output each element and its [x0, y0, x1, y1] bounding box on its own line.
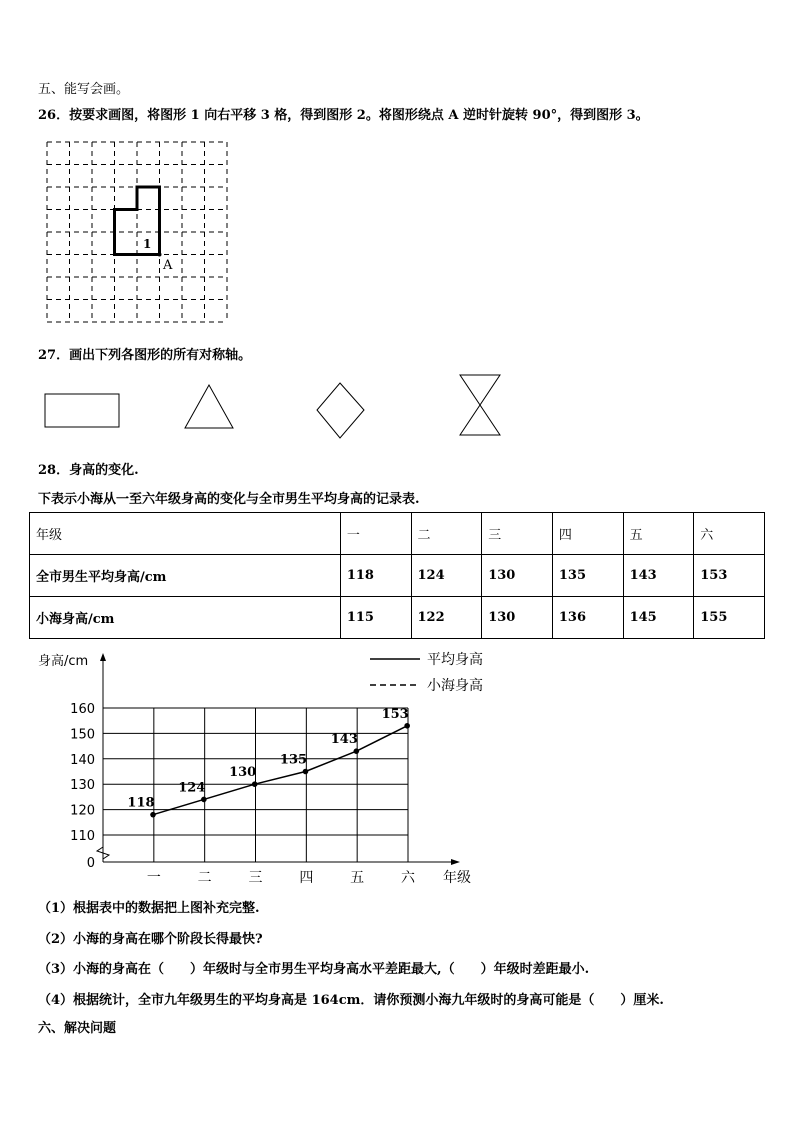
sub-question-3: （3）小海的身高在（ ）年级时与全市男生平均身高水平差距最大,（ ）年级时差距最小.: [38, 962, 590, 977]
table-row: [30, 597, 765, 639]
y-tick-label: 140: [70, 752, 95, 768]
x-tick-label: 二: [197, 870, 212, 886]
table-row-label: 全市男生平均身高/cm: [30, 555, 341, 597]
sub-question-4: （4）根据统计，全市九年级男生的平均身高是 164cm．请你预测小海九年级时的身高可能是（ ）厘米.: [38, 993, 664, 1008]
grid-figure: [47, 142, 257, 327]
table-header-cell: 五: [623, 513, 694, 555]
triangle-shape: [185, 385, 233, 428]
data-label: 124: [178, 780, 206, 796]
legend-label-xiaohai: 小海身高: [427, 678, 483, 694]
x-tick-label: 四: [299, 870, 314, 886]
table-cell: 143: [623, 555, 694, 597]
height-record-table: [29, 512, 765, 639]
table-row: [30, 555, 765, 597]
y-axis-arrow: [100, 653, 106, 661]
sub-question-2: （2）小海的身高在哪个阶段长得最快?: [38, 932, 263, 947]
table-cell: 136: [552, 597, 623, 639]
x-tick-label: 五: [350, 870, 365, 886]
x-axis-arrow: [451, 859, 460, 865]
point-a-dot: [158, 253, 162, 257]
table-cell: 135: [552, 555, 623, 597]
data-point: [252, 781, 258, 787]
y-tick-label: 0: [86, 856, 95, 871]
y-axis-label: 身高/cm: [38, 654, 89, 669]
data-label: 143: [330, 732, 358, 748]
table-cell: 122: [411, 597, 482, 639]
symmetry-shapes: [40, 372, 560, 442]
question-27-text: 27．画出下列各图形的所有对称轴。: [38, 348, 252, 363]
hourglass-shape: [460, 375, 500, 435]
table-header-cell: 六: [694, 513, 765, 555]
x-tick-label: 三: [248, 870, 263, 886]
question-28-intro: 下表示小海从一至六年级身高的变化与全市男生平均身高的记录表.: [38, 492, 420, 507]
sub-question-1: （1）根据表中的数据把上图补充完整.: [38, 901, 260, 916]
data-label: 130: [229, 765, 257, 781]
question-26-text: 26．按要求画图，将图形 1 向右平移 3 格，得到图形 2。将图形绕点 A 逆时针旋转 90°，得到图形 3。: [38, 108, 649, 123]
data-point: [354, 748, 360, 754]
table-header-cell: 二: [411, 513, 482, 555]
data-label: 135: [279, 752, 308, 768]
table-cell: 130: [482, 597, 553, 639]
x-axis-label: 年级: [443, 870, 471, 886]
table-cell: 118: [340, 555, 411, 597]
legend: [370, 651, 483, 694]
table-row-label: 小海身高/cm: [30, 597, 341, 639]
table-cell: 115: [340, 597, 411, 639]
y-tick-label: 110: [70, 829, 95, 844]
data-point: [201, 797, 207, 803]
y-tick-label: 130: [70, 778, 95, 794]
table-header-cell: 三: [482, 513, 553, 555]
table-header-row: [30, 513, 765, 555]
section-six-title: 六、解决问题: [38, 1021, 117, 1036]
data-label: 118: [127, 795, 155, 811]
question-28-title: 28．身高的变化.: [38, 463, 139, 478]
rectangle-shape: [45, 394, 119, 427]
figure-1-label: 1: [143, 237, 152, 251]
table-cell: 153: [694, 555, 765, 597]
legend-label-average: 平均身高: [427, 652, 483, 668]
data-label: 153: [381, 706, 409, 722]
table-cell: 124: [411, 555, 482, 597]
table-cell: 130: [482, 555, 553, 597]
data-point: [404, 723, 410, 729]
data-point: [150, 812, 156, 818]
y-tick-label: 120: [70, 803, 95, 819]
data-point: [303, 769, 309, 775]
table-header-cell: 四: [552, 513, 623, 555]
rhombus-shape: [317, 383, 364, 438]
table-header-cell: 一: [340, 513, 411, 555]
section-five-title: 五、能写会画。: [38, 82, 130, 97]
point-a-label: A: [163, 258, 173, 273]
table-cell: 145: [623, 597, 694, 639]
x-tick-label: 六: [401, 870, 415, 886]
y-tick-label: 160: [70, 702, 95, 717]
series-line-average: [153, 726, 407, 815]
y-tick-label: 150: [70, 727, 95, 743]
height-line-chart: [30, 645, 530, 885]
table-header-cell: 年级: [30, 513, 341, 555]
x-tick-label: 一: [146, 870, 161, 886]
table-cell: 155: [694, 597, 765, 639]
